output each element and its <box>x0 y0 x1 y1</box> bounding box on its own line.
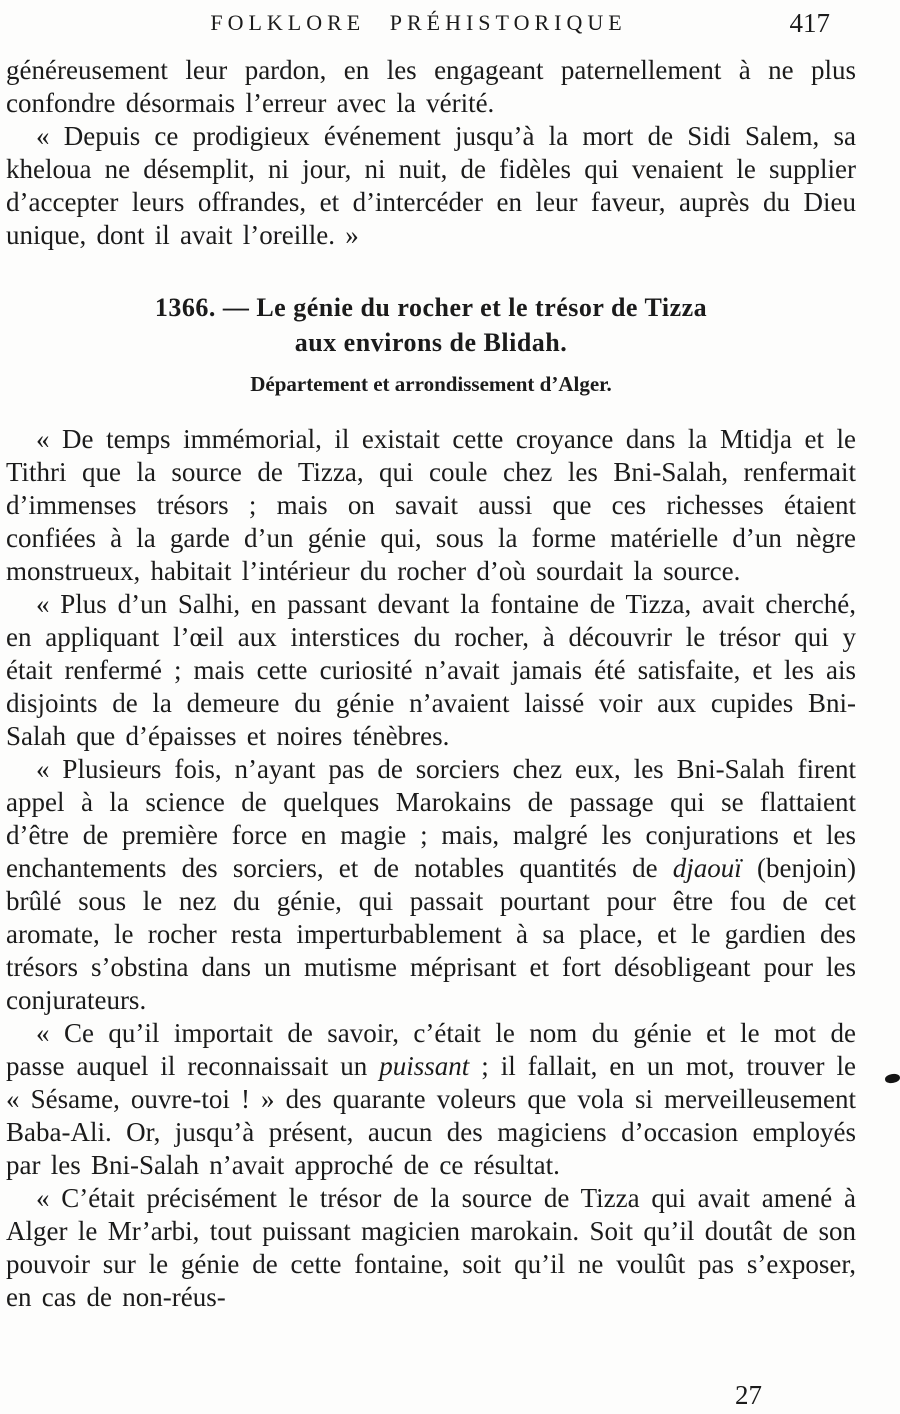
paragraph-text: « Depuis ce prodigieux événement jusqu’à la mort de Sidi Salem, sa kheloua ne désemplit, ni jour, ni nuit, de fidèles qui venaient le supplier d’accepter leurs offrandes, et d’intercéder en leur faveur, auprès du Dieu unique, dont il avait l’oreille. » <box>6 121 856 250</box>
section-subheading: Département et arrondissement d’Alger. <box>250 372 612 396</box>
paragraph-text: « Ce qu’il importait de savoir, c’était le nom du génie et le mot de passe auquel il reconnaissait un <box>6 1018 856 1081</box>
text-paragraph <box>6 1017 856 1182</box>
text-paragraph <box>6 120 856 252</box>
paragraph-text: ; il fallait, en un mot, trouver le « Sésame, ouvre-toi ! » des quarante voleurs que vola si merveilleusement Baba-Ali. Or, jusqu’à présent, aucun des magiciens d’occasion employés par les Bni-Salah n’avait approché de ce résultat. <box>6 1051 856 1180</box>
section-heading <box>6 290 856 397</box>
text-paragraph <box>6 1182 856 1314</box>
section-heading-line2: aux environs de Blidah. <box>294 328 568 357</box>
paragraph-text-italic: puissant <box>379 1051 470 1081</box>
running-header-title: FOLKLORE PRÉHISTORIQUE <box>210 10 627 35</box>
text-paragraph <box>6 54 856 120</box>
section-heading-line1: 1366. — Le génie du rocher et le trésor de Tizza <box>154 293 708 322</box>
paragraph-text: généreusement leur pardon, en les engageant paternellement à ne plus confondre désormais l’erreur avec la vérité. <box>6 55 856 118</box>
text-paragraph <box>6 753 856 1017</box>
text-paragraph <box>6 588 856 753</box>
paragraph-text: (benjoin) brûlé sous le nez du génie, qui passait pourtant pour être fou de cet aromate, le rocher resta imperturbablement à sa place, et le gardien des trésors s’obstina dans un mutisme méprisant et fort désobligeant pour les conjurateurs. <box>6 853 856 1015</box>
paragraph-text: « Plusieurs fois, n’ayant pas de sorciers chez eux, les Bni-Salah firent appel à la science de quelques Marokains de passage qui se flattaient d’être de première force en magie ; mais, malgré les conjurations et les enchantements des sorciers, et de notables quantités de <box>6 754 856 883</box>
ink-speck-artifact <box>884 1073 900 1084</box>
paragraph-text: « De temps immémorial, il existait cette croyance dans la Mtidja et le Tithri que la source de Tizza, qui coule chez les Bni-Salah, renfermait d’immenses trésors ; mais on savait aussi que ces richesses étaient confiées à la garde d’un génie qui, sous la forme matérielle d’un nègre monstrueux, habitait l’intérieur du rocher d’où sourdait la source. <box>6 424 856 586</box>
running-header <box>6 8 856 44</box>
paragraph-text: « C’était précisément le trésor de la source de Tizza qui avait amené à Alger le Mr’arbi, tout puissant magicien marokain. Soit qu’il doutât de son pouvoir sur le génie de cette fontaine, soit qu’il ne voulût pas s’exposer, en cas de non-réus- <box>6 1183 856 1312</box>
paragraph-text-italic: djaouï <box>672 853 742 883</box>
paragraph-text: « Plus d’un Salhi, en passant devant la fontaine de Tizza, avait cherché, en appliquant l’œil aux interstices du rocher, à découvrir le trésor qui y était renfermé ; mais cette curiosité n’avait jamais été satisfaite, et les ais disjoints de la demeure du génie n’avaient laissé voir aux cupides Bni-Salah que d’épaisses et noires ténèbres. <box>6 589 856 751</box>
text-paragraph <box>6 423 856 588</box>
page-number: 417 <box>789 8 830 38</box>
signature-number: 27 <box>735 1380 762 1410</box>
